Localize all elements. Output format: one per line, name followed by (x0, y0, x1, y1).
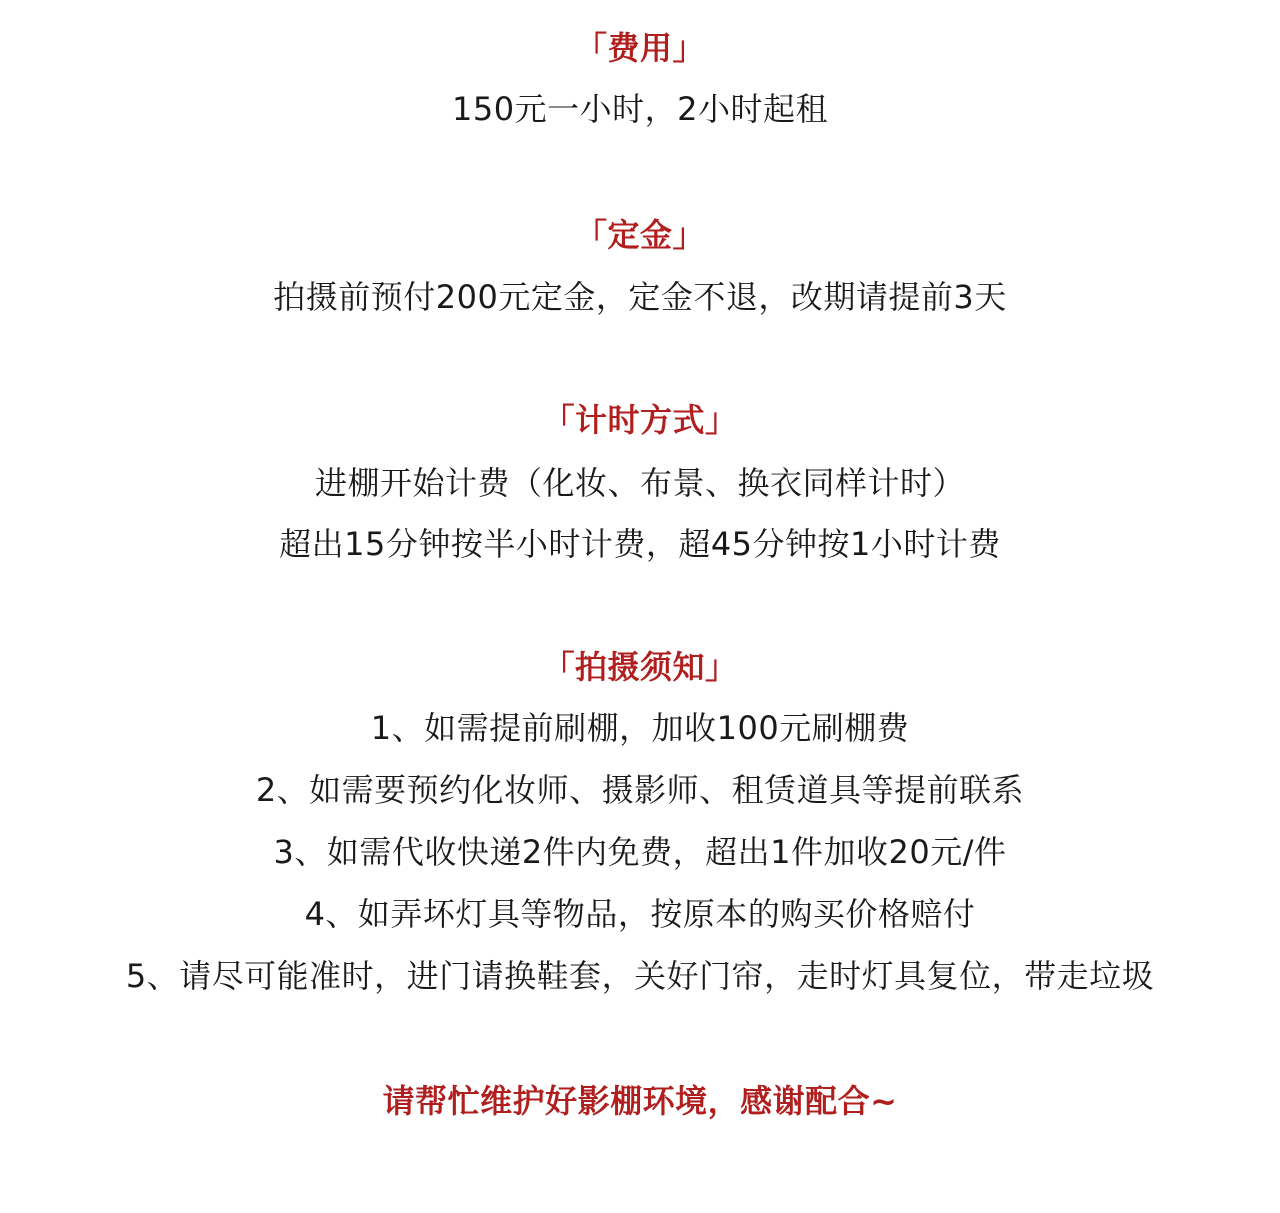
notes-heading: 「拍摄须知」 (542, 648, 738, 686)
notes-item-2: 2、如需要预约化妆师、摄影师、租赁道具等提前联系 (255, 771, 1025, 809)
notes-item-5: 5、请尽可能准时，进门请换鞋套，关好门帘，走时灯具复位，带走垃圾 (125, 957, 1155, 995)
footer-message: 请帮忙维护好影棚环境，感谢配合~ (382, 1082, 898, 1120)
deposit-heading: 「定金」 (574, 216, 705, 254)
timing-line-2: 超出15分钟按半小时计费，超45分钟按1小时计费 (279, 525, 1001, 563)
fee-heading: 「费用」 (574, 29, 705, 67)
notes-item-1: 1、如需提前刷棚，加收100元刷棚费 (370, 709, 910, 747)
notes-item-3: 3、如需代收快递2件内免费，超出1件加收20元/件 (273, 833, 1007, 871)
deposit-text: 拍摄前预付200元定金，定金不退，改期请提前3天 (273, 278, 1007, 316)
notes-item-4: 4、如弄坏灯具等物品，按原本的购买价格赔付 (304, 895, 976, 933)
timing-line-1: 进棚开始计费（化妆、布景、换衣同样计时） (314, 464, 965, 502)
timing-heading: 「计时方式」 (542, 401, 738, 439)
fee-text: 150元一小时，2小时起租 (452, 90, 828, 128)
